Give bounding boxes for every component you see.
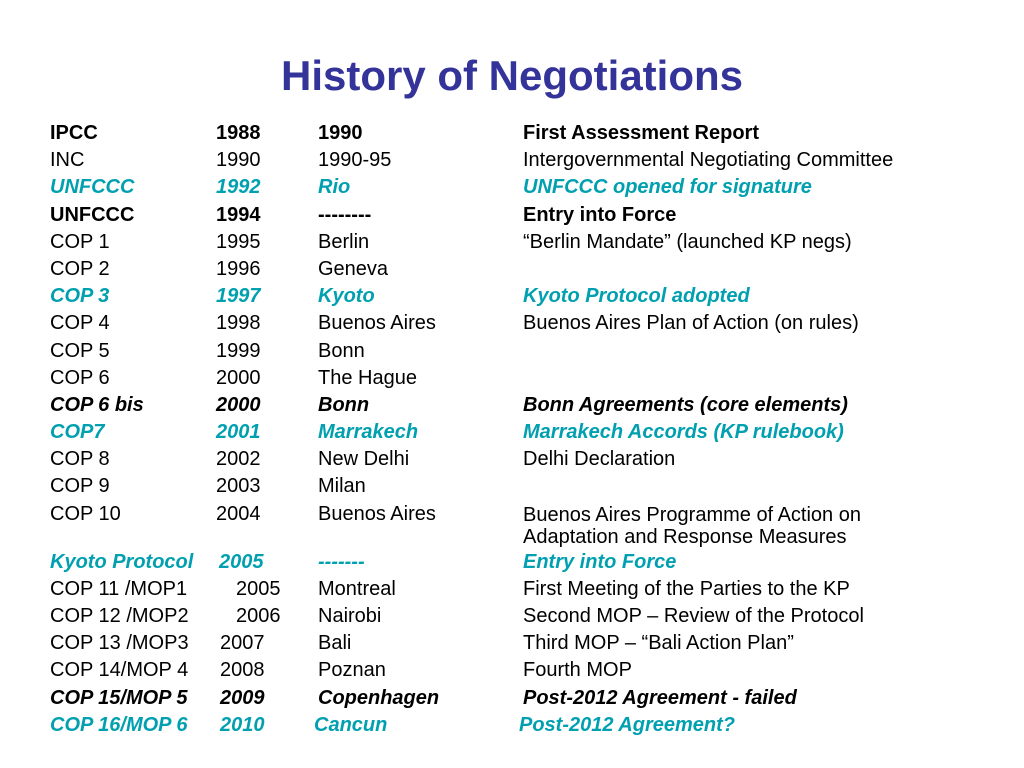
row-description (523, 310, 859, 337)
row-description-line: Adaptation and Response Measures (523, 525, 847, 548)
row-location: Kyoto (318, 285, 375, 308)
table-row (0, 685, 1024, 712)
row-event: COP 13 /MOP3 (50, 632, 189, 655)
row-description-line: Bonn Agreements (core elements) (523, 393, 848, 416)
row-description-line: Third MOP – “Bali Action Plan” (523, 632, 794, 655)
row-year: 1997 (216, 285, 261, 308)
row-description (519, 712, 735, 739)
table-row (0, 392, 1024, 419)
row-description (523, 685, 797, 712)
row-location: Copenhagen (318, 686, 440, 709)
table-row (0, 657, 1024, 684)
row-description (523, 174, 812, 201)
row-location: Marrakech (318, 421, 419, 444)
row-location: Geneva (318, 257, 389, 280)
row-description-line: Delhi Declaration (523, 448, 676, 471)
row-year: 2002 (216, 448, 261, 471)
row-description (523, 419, 844, 446)
table-row (0, 256, 1024, 283)
table-row (0, 712, 1024, 739)
table-row (0, 549, 1024, 576)
row-description-line: Entry into Force (523, 550, 677, 573)
row-location: Bonn (318, 339, 365, 362)
row-year: 1992 (216, 176, 261, 199)
row-location: -------- (318, 203, 372, 226)
negotiations-table (0, 120, 1024, 739)
row-description (523, 283, 750, 310)
row-location: Rio (318, 176, 351, 199)
row-description-line: First Assessment Report (523, 122, 759, 144)
row-event: IPCC (50, 122, 98, 144)
row-year: 2005 (219, 550, 264, 573)
row-location: Montreal (318, 577, 396, 600)
table-row (0, 229, 1024, 256)
row-location: 1990-95 (318, 149, 392, 172)
row-description (523, 120, 759, 147)
row-year: 2004 (216, 502, 261, 525)
table-row (0, 501, 1024, 549)
row-year: 2000 (216, 393, 261, 416)
row-description (523, 603, 864, 630)
row-event: UNFCCC (50, 203, 135, 226)
row-description-line: Buenos Aires Plan of Action (on rules) (523, 312, 859, 335)
row-event: COP 15/MOP 5 (50, 686, 188, 709)
row-year: 1996 (216, 257, 261, 280)
row-description-line: UNFCCC opened for signature (523, 176, 812, 199)
row-year: 1994 (216, 203, 261, 226)
row-event: COP 2 (50, 257, 110, 280)
row-location: ------- (318, 550, 365, 573)
row-year: 2000 (216, 366, 261, 389)
row-description (523, 549, 676, 576)
table-row (0, 338, 1024, 365)
row-year: 2003 (216, 475, 261, 498)
row-year: 2001 (216, 421, 261, 444)
table-row (0, 446, 1024, 473)
row-year: 1995 (216, 230, 261, 253)
row-event: COP 9 (50, 475, 110, 498)
row-description-line: Buenos Aires Programme of Action on (523, 503, 861, 526)
row-location: Bonn (318, 393, 370, 416)
table-row (0, 473, 1024, 500)
row-location: Berlin (318, 230, 370, 253)
table-row (0, 576, 1024, 603)
table-row (0, 630, 1024, 657)
row-year: 1988 (216, 122, 261, 144)
row-description-line: Post-2012 Agreement - failed (523, 686, 797, 709)
row-event: COP 5 (50, 339, 110, 362)
row-description-line: Second MOP – Review of the Protocol (523, 605, 864, 627)
row-description (523, 202, 676, 229)
row-event: COP 12 /MOP2 (50, 605, 189, 627)
row-year: 2009 (220, 686, 265, 709)
row-description (523, 229, 852, 256)
table-row (0, 603, 1024, 630)
row-location: Bali (318, 632, 352, 655)
row-location: New Delhi (318, 448, 410, 471)
row-event: COP 6 bis (50, 393, 144, 416)
row-year: 1990 (216, 149, 261, 172)
row-event: Kyoto Protocol (50, 550, 194, 573)
row-event: UNFCCC (50, 176, 135, 199)
row-year: 2010 (220, 713, 265, 736)
row-event: COP 16/MOP 6 (50, 713, 188, 736)
row-description (523, 392, 848, 419)
row-year: 2005 (236, 577, 281, 600)
row-location: Poznan (318, 659, 386, 682)
row-year: 2008 (220, 659, 265, 682)
row-event: COP 6 (50, 366, 110, 389)
row-location: Buenos Aires (318, 312, 436, 335)
row-event: COP 11 /MOP1 (50, 577, 188, 600)
row-description (523, 630, 794, 657)
row-description (523, 501, 861, 548)
table-row (0, 202, 1024, 229)
row-description (523, 576, 850, 603)
row-event: COP 3 (50, 285, 110, 308)
row-description (523, 147, 893, 174)
row-description-line: Kyoto Protocol adopted (523, 285, 750, 308)
row-year: 2006 (236, 605, 281, 627)
row-description-line: First Meeting of the Parties to the KP (523, 577, 850, 600)
table-row (0, 419, 1024, 446)
row-event: COP7 (50, 421, 105, 444)
row-event: INC (50, 149, 85, 172)
row-description-line: Post-2012 Agreement? (519, 713, 735, 736)
row-description-line: Intergovernmental Negotiating Committee (523, 149, 894, 172)
row-location: Cancun (314, 713, 388, 736)
row-year: 1998 (216, 312, 261, 335)
table-row (0, 174, 1024, 201)
table-row (0, 365, 1024, 392)
row-description (523, 446, 675, 473)
row-event: COP 1 (50, 230, 110, 253)
row-location: Milan (318, 475, 366, 498)
row-event: COP 4 (50, 312, 110, 335)
row-description-line: Marrakech Accords (KP rulebook) (523, 421, 844, 444)
row-event: COP 10 (50, 502, 121, 525)
table-row (0, 147, 1024, 174)
page-title: History of Negotiations (280, 52, 744, 99)
row-location: Buenos Aires (318, 502, 436, 525)
row-location: 1990 (318, 122, 363, 144)
row-event: COP 14/MOP 4 (50, 659, 189, 682)
table-row (0, 120, 1024, 147)
row-event: COP 8 (50, 448, 110, 471)
table-row (0, 283, 1024, 310)
row-description-line: Entry into Force (523, 203, 677, 226)
table-row (0, 310, 1024, 337)
row-location: The Hague (318, 366, 417, 389)
row-year: 2007 (220, 632, 265, 655)
row-description (523, 657, 632, 684)
row-description-line: “Berlin Mandate” (launched KP negs) (523, 230, 852, 253)
row-year: 1999 (216, 339, 261, 362)
row-location: Nairobi (318, 605, 382, 627)
row-description-line: Fourth MOP (523, 659, 632, 682)
